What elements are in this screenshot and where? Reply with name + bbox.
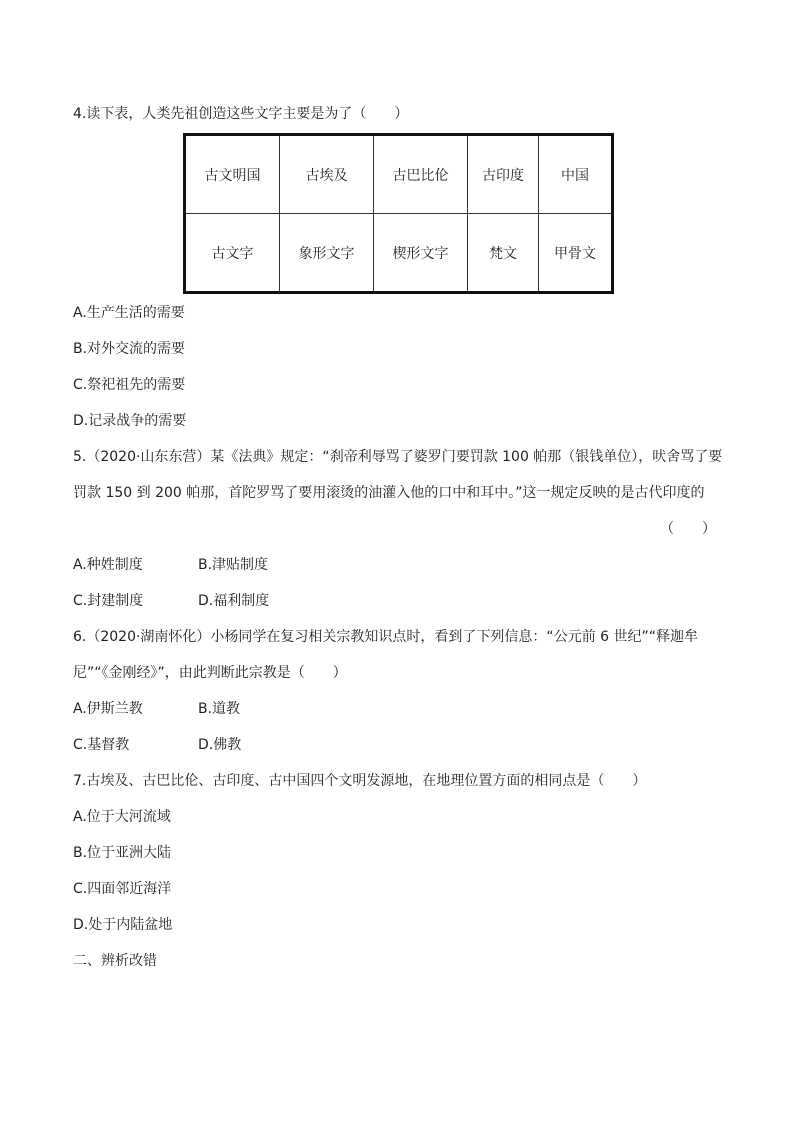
table-cell: 古埃及 [280, 135, 374, 214]
table-cell: 梵文 [468, 214, 539, 293]
option-row [73, 735, 241, 755]
question-5-line-2: 罚款 150 到 200 帕那，首陀罗骂了要用滚烫的油灌入他的口中和耳中。”这一规定反映的是古代印度的 [73, 485, 705, 501]
table-cell: 象形文字 [280, 214, 374, 293]
option-a[interactable]: A.位于大河流域 [73, 809, 171, 825]
table-cell: 古文明国 [185, 135, 280, 214]
section-title: 二、辨析改错 [73, 953, 157, 969]
option-b[interactable]: B.对外交流的需要 [73, 341, 186, 357]
table-row [185, 135, 613, 214]
civilization-script-table [183, 133, 614, 294]
option-b[interactable]: B.道教 [198, 701, 241, 717]
table-cell: 古巴比伦 [374, 135, 468, 214]
table-cell: 古文字 [185, 214, 280, 293]
table-row [185, 214, 613, 293]
question-5-line-1: 5.（2020·山东东营）某《法典》规定：“刹帝利辱骂了婆罗门要罚款 100 帕那（银钱单位），吠舍骂了要 [73, 449, 723, 465]
answer-parentheses: （ ） [660, 521, 716, 537]
option-c[interactable]: C.祭祀祖先的需要 [73, 377, 186, 393]
table-cell: 楔形文字 [374, 214, 468, 293]
option-c[interactable]: C.封建制度 [73, 593, 144, 609]
option-b[interactable]: B.津贴制度 [198, 557, 269, 573]
table-cell: 中国 [539, 135, 613, 214]
option-row [73, 555, 268, 575]
option-d[interactable]: D.佛教 [198, 737, 242, 753]
option-a[interactable]: A.伊斯兰教 [73, 701, 143, 717]
option-d[interactable]: D.记录战争的需要 [73, 413, 187, 429]
option-a[interactable]: A.种姓制度 [73, 557, 143, 573]
option-d[interactable]: D.处于内陆盆地 [73, 917, 173, 933]
question-6-line-2: 尼”“《金刚经》”，由此判断此宗教是（ ） [73, 665, 347, 681]
option-d[interactable]: D.福利制度 [198, 593, 270, 609]
option-b[interactable]: B.位于亚洲大陆 [73, 845, 172, 861]
option-c[interactable]: C.四面邻近海洋 [73, 881, 172, 897]
option-row [73, 591, 269, 611]
option-row [73, 699, 240, 719]
table-cell: 甲骨文 [539, 214, 613, 293]
table-cell: 古印度 [468, 135, 539, 214]
option-c[interactable]: C.基督教 [73, 737, 130, 753]
question-7-stem: 7.古埃及、古巴比伦、古印度、古中国四个文明发源地，在地理位置方面的相同点是（ ） [73, 773, 647, 789]
question-6-line-1: 6.（2020·湖南怀化）小杨同学在复习相关宗教知识点时，看到了下列信息：“公元前 6 世纪”“释迦牟 [73, 629, 699, 645]
question-4-stem: 4.读下表，人类先祖创造这些文字主要是为了（ ） [73, 106, 409, 122]
option-a[interactable]: A.生产生活的需要 [73, 305, 185, 321]
